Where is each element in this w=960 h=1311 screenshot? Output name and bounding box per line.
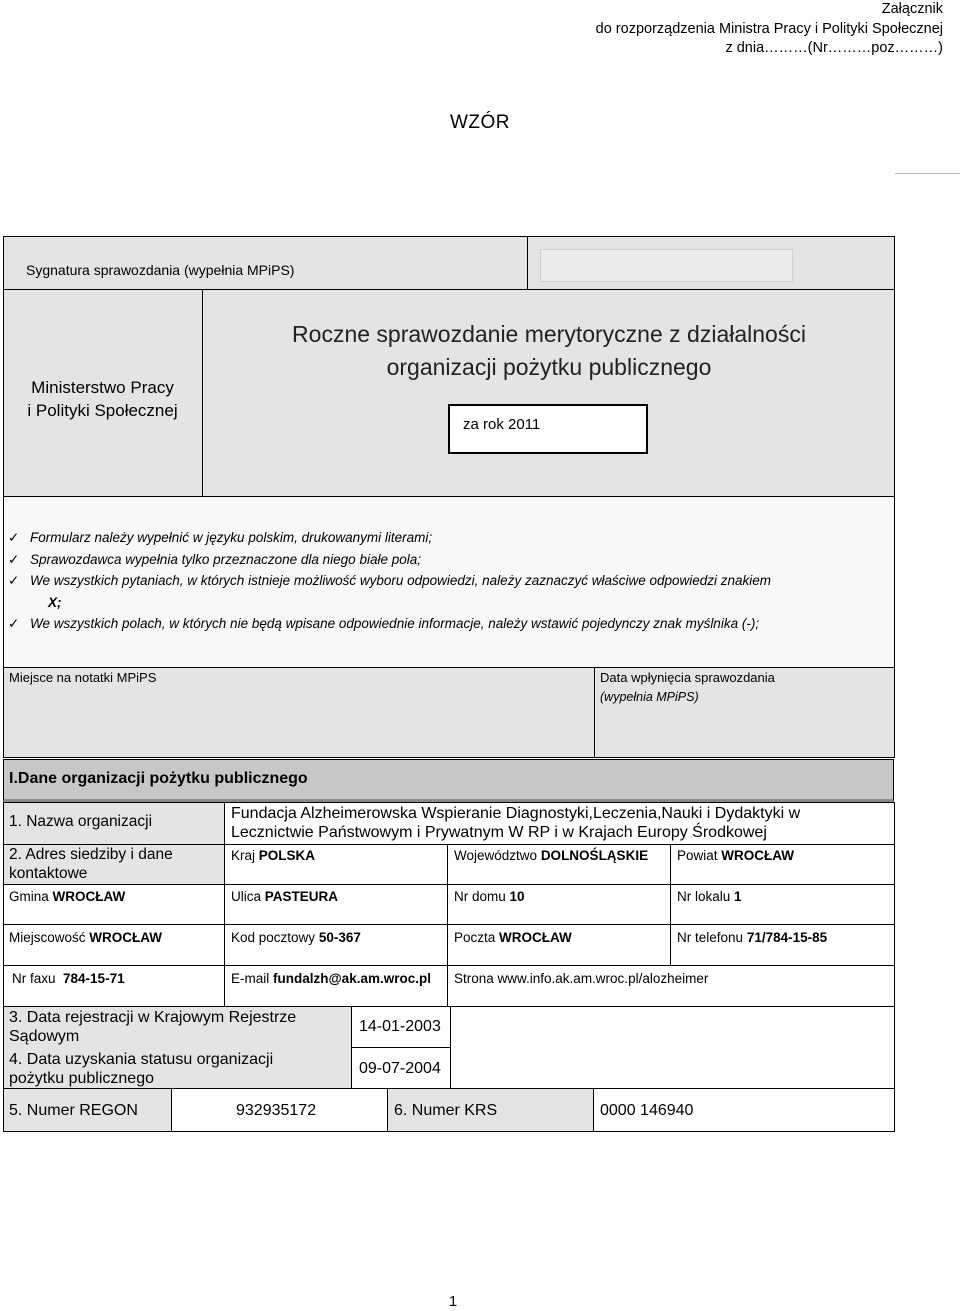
attachment-line2: do rozporządzenia Ministra Pracy i Polityki Społecznej <box>595 20 943 37</box>
ministry-line1: Ministerstwo Pracy <box>31 378 174 397</box>
ministry-name <box>3 376 202 422</box>
checkmark-icon: ✓ <box>8 573 20 588</box>
phone-field: Nr telefonu 71/784-15-85 <box>677 930 828 945</box>
opp-date-label-line2: pożytku publicznego <box>9 1070 154 1087</box>
fax-field: Nr faxu 784-15-71 <box>12 971 125 986</box>
checkmark-icon: ✓ <box>8 551 20 567</box>
col-line <box>224 802 225 1006</box>
regon-value: 932935172 <box>236 1102 317 1119</box>
col-line <box>387 1088 388 1132</box>
instruction-item: ✓ Sprawozdawca wypełnia tylko przeznaczone dla niego białe pola; <box>8 549 893 571</box>
attachment-note <box>596 0 943 59</box>
krs-value: 0000 146940 <box>600 1102 694 1119</box>
form-template-title: WZÓR <box>449 112 511 133</box>
report-year-box: za rok 2011 <box>448 404 648 454</box>
receipt-date-label: Data wpłynięcia sprawozdania <box>600 670 775 685</box>
col-line <box>171 1088 172 1132</box>
col-line <box>447 844 448 1006</box>
email-field: E-mail fundalzh@ak.am.wroc.pl <box>231 971 431 986</box>
instruction-item: ✓ We wszystkich polach, w których nie będą wpisane odpowiednie informacje, należy wstawić pojedynczy znak myślnika (-); <box>8 613 893 635</box>
city-field: Miejscowość WROCŁAW <box>9 930 163 945</box>
apartment-number-field: Nr lokalu 1 <box>677 889 742 904</box>
krs-date-label-line2: Sądowym <box>9 1028 80 1045</box>
regon-label: 5. Numer REGON <box>9 1102 138 1119</box>
table-outer-border <box>3 802 895 1132</box>
street-field: Ulica PASTEURA <box>231 889 339 904</box>
instruction-item: ✓ We wszystkich pytaniach, w których istnieje możliwość wyboru odpowiedzi, należy zaznaczyć właściwe odpowiedzi znakiem <box>8 570 893 592</box>
krs-date-value: 14-01-2003 <box>359 1018 441 1035</box>
ministry-line2: i Polityki Społecznej <box>27 401 178 420</box>
instructions-list <box>8 527 893 635</box>
address-label-line1: 2. Adres siedziby i dane <box>9 846 173 863</box>
attachment-line3: z dnia………(Nr………poz………) <box>725 40 943 56</box>
col-line <box>351 1006 352 1088</box>
instruction-x: X; <box>48 594 62 610</box>
name-value-line2: Lecznictwie Państwowym i Prywatnym W RP i w Krajach Europy Środkowej <box>231 824 767 841</box>
section-title: I.Dane organizacji pożytku publicznego <box>3 759 894 802</box>
header-divider <box>3 289 895 290</box>
opp-date-value: 09-07-2004 <box>359 1060 441 1077</box>
opp-date-label-line1: 4. Data uzyskania statusu organizacji <box>9 1051 274 1068</box>
address-label-line2: kontaktowe <box>9 865 88 882</box>
receipt-date-note: (wypełnia MPiPS) <box>600 690 699 704</box>
house-number-field: Nr domu 10 <box>454 889 525 904</box>
col-line <box>450 1006 451 1088</box>
report-title-line2: organizacji pożytku publicznego <box>386 354 712 380</box>
name-value-line1: Fundacja Alzheimerowska Wspieranie Diagnostyki,Leczenia,Nauki i Dydaktyki w <box>231 805 801 822</box>
instruction-item: ✓ Formularz należy wypełnić w języku polskim, drukowanymi literami; <box>8 527 893 549</box>
notes-divider <box>594 667 595 758</box>
municipality-field: Gmina WROCŁAW <box>9 889 126 904</box>
country-field: Kraj POLSKA <box>231 848 316 863</box>
edge-line <box>895 173 960 174</box>
signature-field[interactable] <box>540 249 793 282</box>
notes-label: Miejsce na notatki MPiPS <box>9 670 157 685</box>
krs-label: 6. Numer KRS <box>394 1102 498 1119</box>
row-line <box>3 884 895 885</box>
row-line <box>3 965 895 966</box>
krs-date-label-line1: 3. Data rejestracji w Krajowym Rejestrze <box>9 1009 297 1026</box>
col-line <box>593 1088 594 1132</box>
attachment-line1: Załącznik <box>881 1 943 17</box>
website-field: Strona www.info.ak.am.wroc.pl/alozheimer <box>454 971 709 986</box>
report-title-line1: Roczne sprawozdanie merytoryczne z działalności <box>292 321 806 347</box>
row-line <box>3 924 895 925</box>
postal-code-field: Kod pocztowy 50-367 <box>231 930 361 945</box>
county-field: Powiat WROCŁAW <box>677 848 795 863</box>
row-line <box>351 1047 450 1048</box>
post-office-field: Poczta WROCŁAW <box>454 930 572 945</box>
row-line <box>3 1088 895 1089</box>
col-line <box>670 844 671 965</box>
voivodeship-field: Województwo DOLNOŚLĄSKIE <box>454 848 649 863</box>
checkmark-icon: ✓ <box>8 530 20 545</box>
signature-label: Sygnatura sprawozdania (wypełnia MPiPS) <box>26 262 295 278</box>
report-title <box>203 318 895 384</box>
name-label: 1. Nazwa organizacji <box>9 813 153 830</box>
signature-divider <box>527 236 528 289</box>
row-line <box>3 1006 895 1007</box>
page-number: 1 <box>448 1293 458 1310</box>
checkmark-icon: ✓ <box>8 616 20 631</box>
row-line <box>3 844 895 845</box>
